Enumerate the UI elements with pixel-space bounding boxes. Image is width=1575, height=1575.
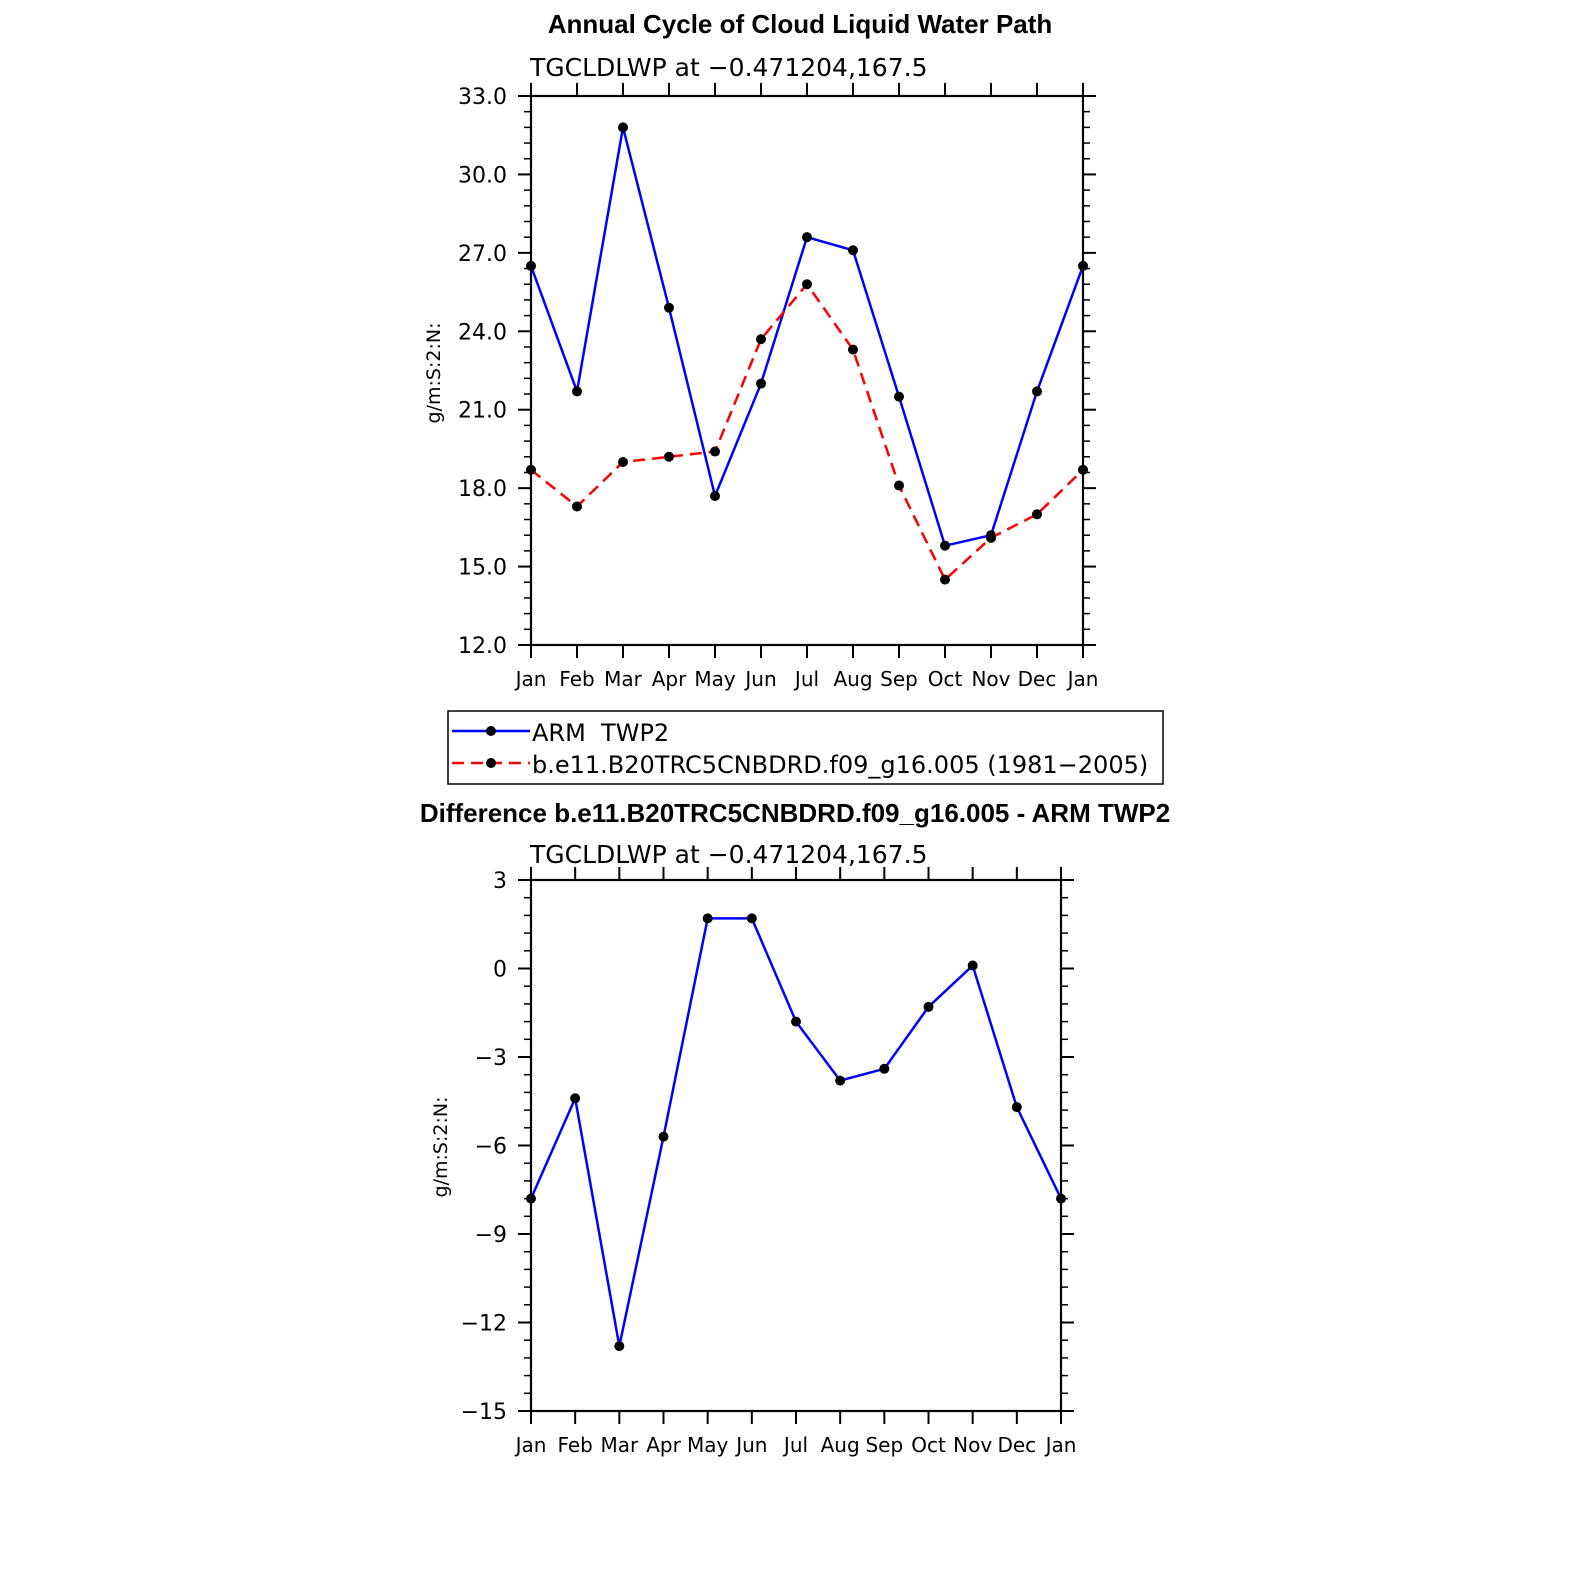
top-xtick-label: Apr — [651, 667, 687, 691]
bottom-xtick-label: Aug — [820, 1433, 860, 1457]
bottom-xtick-label: Jul — [783, 1433, 809, 1457]
top-xtick-label: Sep — [880, 667, 918, 691]
legend-label-model: b.e11.B20TRC5CNBDRD.f09_g16.005 (1981−2005) — [532, 751, 1149, 779]
top-series-1-point — [894, 481, 904, 491]
top-ytick-label: 18.0 — [458, 477, 507, 503]
top-series-1-point — [664, 452, 674, 462]
bottom-xtick-label: Mar — [600, 1433, 639, 1457]
bottom-xtick-label: Dec — [997, 1433, 1037, 1457]
bottom-ytick-label: 0 — [493, 957, 507, 983]
legend-marker-arm — [486, 726, 496, 736]
bottom-xtick-label: Feb — [557, 1433, 593, 1457]
top-series-0-point — [940, 541, 950, 551]
bottom-series-0-point — [1056, 1194, 1066, 1204]
top-series-0-point — [664, 303, 674, 313]
top-ytick-label: 12.0 — [458, 634, 507, 659]
top-series-1-point — [1078, 465, 1088, 475]
top-chart-subtitle: TGCLDLWP at −0.471204,167.5 — [530, 53, 928, 82]
top-series-1-point — [986, 533, 996, 543]
top-series-1-point — [756, 334, 766, 344]
top-series-1-point — [1032, 509, 1042, 519]
top-series-0-point — [894, 392, 904, 402]
bottom-series-0-point — [747, 913, 757, 923]
top-series-0-point — [572, 386, 582, 396]
bottom-xtick-label: Nov — [953, 1433, 993, 1457]
bottom-series-0-point — [614, 1341, 624, 1351]
top-series-0-point — [756, 379, 766, 389]
legend-marker-model — [486, 758, 496, 768]
top-chart-y-label: g/m:S:2:N: — [423, 322, 445, 424]
top-ytick-label: 30.0 — [458, 163, 507, 189]
bottom-chart-title: Difference b.e11.B20TRC5CNBDRD.f09_g16.005 - ARM TWP2 — [419, 798, 1171, 828]
top-series-1-point — [802, 279, 812, 289]
top-xtick-label: May — [694, 667, 736, 691]
top-ytick-label: 33.0 — [458, 85, 507, 110]
top-series-0-point — [618, 122, 628, 132]
bottom-series-0-point — [924, 1002, 934, 1012]
top-xtick-label: Jun — [745, 667, 777, 691]
top-series-0-point — [1078, 261, 1088, 271]
bottom-series-0-point — [1012, 1102, 1022, 1112]
bottom-ytick-label: −3 — [474, 1046, 507, 1071]
top-series-0-point — [848, 245, 858, 255]
top-ytick-label: 21.0 — [458, 398, 507, 424]
top-xtick-label: Feb — [559, 667, 595, 691]
top-series-1-point — [526, 465, 536, 475]
legend-label-arm: ARM TWP2 — [532, 719, 670, 747]
top-ytick-label: 24.0 — [458, 320, 507, 346]
top-ytick-label: 15.0 — [458, 555, 507, 581]
bottom-ytick-label: −6 — [474, 1134, 507, 1160]
bottom-series-0-point — [879, 1064, 889, 1074]
top-series-0-point — [1032, 386, 1042, 396]
bottom-series-0-point — [835, 1076, 845, 1086]
top-chart-title: Annual Cycle of Cloud Liquid Water Path — [547, 9, 1053, 39]
bottom-xtick-label: Oct — [911, 1433, 946, 1457]
bottom-series-0-point — [659, 1132, 669, 1142]
bottom-series-0-point — [791, 1017, 801, 1027]
top-plot-area — [458, 83, 1098, 691]
bottom-xtick-label: Jan — [1045, 1433, 1077, 1457]
bottom-series-0-point — [968, 961, 978, 971]
bottom-series-0-point — [703, 913, 713, 923]
top-series-1-point — [572, 501, 582, 511]
bottom-xtick-label: May — [686, 1433, 729, 1457]
top-series-line-1 — [531, 284, 1083, 579]
top-xtick-label: Jan — [1067, 667, 1099, 691]
top-series-0-point — [802, 232, 812, 242]
top-xtick-label: Dec — [1017, 667, 1057, 691]
bottom-series-0-point — [526, 1194, 536, 1204]
top-series-1-point — [940, 575, 950, 585]
bottom-ytick-label: 3 — [493, 869, 507, 894]
bottom-xtick-label: Jan — [515, 1433, 547, 1457]
top-series-line-0 — [531, 127, 1083, 545]
top-series-1-point — [710, 447, 720, 457]
bottom-xtick-label: Apr — [646, 1433, 681, 1457]
bottom-ytick-label: −9 — [474, 1223, 507, 1248]
top-series-0-point — [710, 491, 720, 501]
top-xtick-label: Oct — [927, 667, 963, 691]
bottom-ytick-label: −12 — [460, 1311, 507, 1337]
bottom-ytick-label: −15 — [460, 1400, 507, 1425]
top-xtick-label: Nov — [971, 667, 1011, 691]
top-xtick-label: Jan — [515, 667, 547, 691]
bottom-xtick-label: Sep — [865, 1433, 904, 1457]
top-series-0-point — [526, 261, 536, 271]
top-ytick-label: 27.0 — [458, 241, 507, 267]
top-xtick-label: Jul — [794, 667, 820, 691]
bottom-chart-subtitle: TGCLDLWP at −0.471204,167.5 — [530, 840, 928, 869]
bottom-plot-area — [461, 867, 1077, 1457]
legend — [448, 711, 1163, 784]
bottom-xtick-label: Jun — [736, 1433, 768, 1457]
top-xtick-label: Aug — [833, 667, 873, 691]
bottom-series-0-point — [570, 1093, 580, 1103]
top-xtick-label: Mar — [604, 667, 642, 691]
bottom-chart-y-label: g/m:S:2:N: — [430, 1096, 452, 1198]
top-series-1-point — [618, 457, 628, 467]
bottom-series-line-0 — [531, 918, 1061, 1346]
top-series-1-point — [848, 345, 858, 355]
bottom-frame — [531, 880, 1061, 1411]
